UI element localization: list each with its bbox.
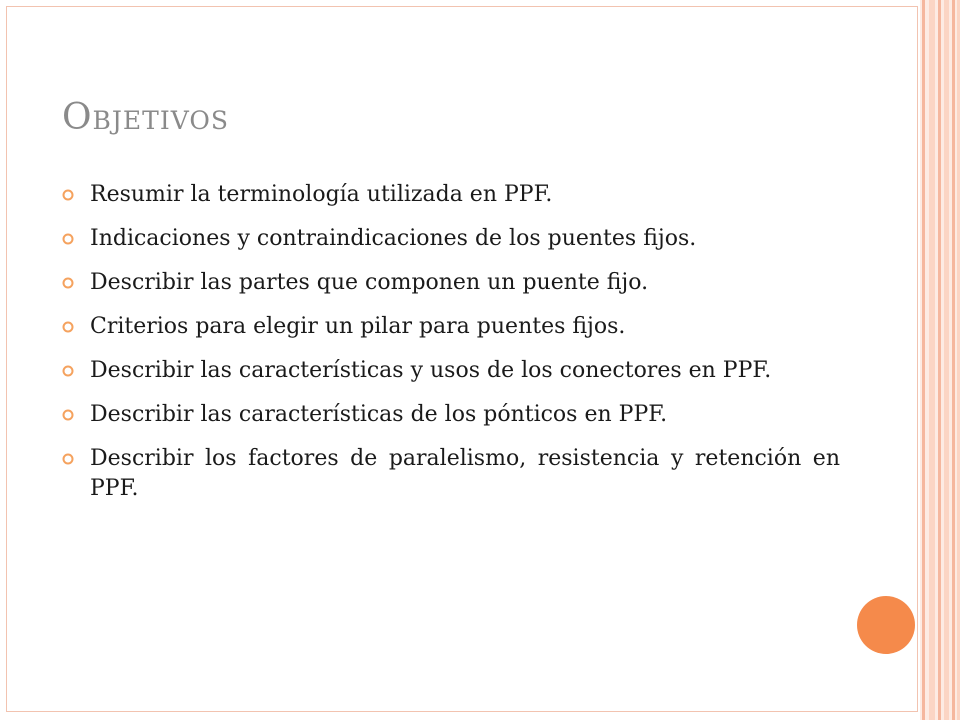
bullet-text: Resumir la terminología utilizada en PPF. (90, 182, 553, 207)
bullet-text: Describir las características de los pónticos en PPF. (90, 402, 668, 427)
ring-bullet-icon (62, 277, 74, 289)
ring-bullet-icon (62, 321, 74, 333)
list-item (62, 312, 840, 342)
ring-bullet-icon (62, 365, 74, 377)
ring-bullet-icon (62, 189, 74, 201)
list-item (62, 268, 840, 298)
list-item (62, 224, 840, 254)
list-item (62, 356, 840, 386)
list-item (62, 400, 840, 430)
bullet-text: Criterios para elegir un pilar para puentes fijos. (90, 314, 626, 339)
bullet-text: Describir las partes que componen un puente fijo. (90, 270, 649, 295)
list-item (62, 180, 840, 210)
list-item (62, 444, 840, 504)
bullet-text: Describir los factores de paralelismo, resistencia y retención en PPF. (90, 446, 840, 501)
bullet-text: Describir las características y usos de los conectores en PPF. (90, 358, 772, 383)
slide-title: Objetivos (62, 97, 229, 138)
bullet-list (62, 180, 840, 518)
decorative-stripes (920, 0, 960, 720)
ring-bullet-icon (62, 233, 74, 245)
decorative-orange-circle (857, 596, 915, 654)
ring-bullet-icon (62, 453, 74, 465)
bullet-text: Indicaciones y contraindicaciones de los puentes fijos. (90, 226, 697, 251)
ring-bullet-icon (62, 409, 74, 421)
